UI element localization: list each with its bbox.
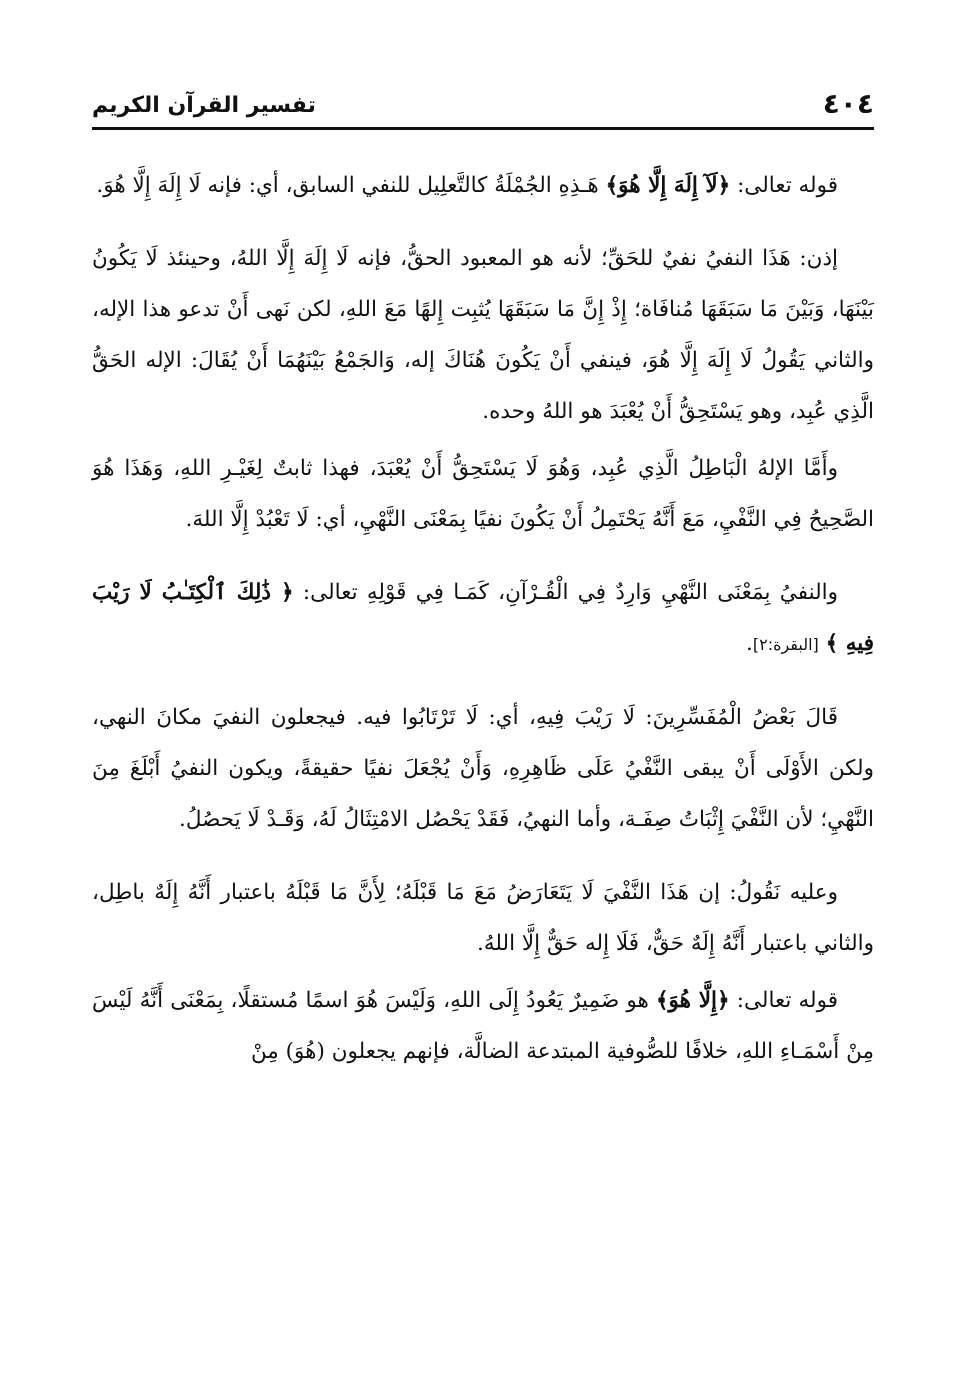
quran-quote: ﴿إِلَّا هُوَ﴾ bbox=[655, 988, 730, 1013]
page-header bbox=[92, 84, 874, 130]
paragraph bbox=[92, 160, 874, 211]
paragraph-text: إذن: هَذَا النفيُ نفيٌ للحَقِّ؛ لأنه هو المعبود الحقُّ، فإنه لَا إِلَهَ إِلَّا اللهُ، وحينئذ لَا يَكُونُ بَيْنَهَا، وَبَيْنَ مَا سَبَقَهَا مُنافَاة؛ إِذْ إِنَّ مَا سَبَقَهَا يُثبِت إِلهًا مَعَ اللهِ، لكن نَهى أَنْ تدعو هذا الإله، والثاني يَقُولُ لَا إِلَهَ إِلَّا هُوَ، فينفي أَنْ يَكُونَ هُنَاكَ إله، وَالجَمْعُ بَيْنَهُمَا أَنْ يُقَالَ: الإله الحَقُّ الَّذِي عُبِد، وهو يَسْتَحِقُّ أَنْ يُعْبَدَ هو اللهُ وحده. bbox=[92, 246, 874, 424]
paragraph-text: قوله تعالى: bbox=[730, 173, 838, 198]
book-title: تفسير القرآن الكريم bbox=[92, 93, 316, 118]
paragraph-text: . bbox=[746, 631, 753, 656]
paragraph bbox=[92, 692, 874, 845]
verse-citation: [البقرة:٢] bbox=[752, 635, 819, 654]
paragraph bbox=[92, 443, 874, 545]
paragraph bbox=[92, 867, 874, 969]
quran-quote: ﴿لَآ إِلَهَ إِلَّا هُوَ﴾ bbox=[605, 173, 731, 198]
page-number: ٤٠٤ bbox=[822, 87, 874, 120]
paragraph-text: هَـذِهِ الجُمْلَةُ كالتَّعلِيل للنفي السابق، أي: فإنه لَا إِلَهَ إِلَّا هُوَ. bbox=[96, 173, 606, 198]
paragraph-text: وعليه نَقُولُ: إن هَذَا النَّفْيَ لَا يَتَعَارَضُ مَعَ مَا قَبْلَهُ؛ لِأَنَّ مَا قَبْلَهُ باعتبار أَنَّهُ إِلَهٌ باطِل، والثاني باعتبار أَنَّهُ إِلَهٌ حَقٌّ، فَلَا إِله حَقٌّ إِلَّا اللهُ. bbox=[92, 880, 874, 956]
quran-quote: ﴿ ذَٰلِكَ ٱلْكِتَـٰبُ لَا رَيْبَ فِيهِ ﴾ bbox=[92, 580, 874, 656]
paragraph-text bbox=[819, 631, 826, 656]
paragraph-text: قوله تعالى: bbox=[729, 988, 838, 1013]
paragraph-text: قَالَ بَعْضُ الْمُفَسِّرِينَ: لَا رَيْبَ فِيهِ، أي: لَا تَرْتَابُوا فيه. فيجعلون النفيَ مكانَ النهي، ولكن الأَوْلَى أَنْ يبقى النَّفْيُ عَلَى ظَاهِرِهِ، وَأَنْ يُجْعَلَ نفيًا حقيقةً، ويكون النفيُ أَبْلَغَ مِنَ النَّهْيِ؛ لأن النَّفْيَ إِثْبَاتُ صِفَـة، وأما النهيُ، فَقَدْ يَحْصُل الامْتِثَالُ لَهُ، وَقَـدْ لَا يَحصُلُ. bbox=[92, 705, 874, 832]
paragraph bbox=[92, 567, 874, 670]
page-body bbox=[92, 160, 874, 1091]
paragraph-text: وأَمَّا الإلهُ الْبَاطِلُ الَّذِي عُبِد، وَهُوَ لَا يَسْتَحِقُّ أَنْ يُعْبَدَ، فهذا ثابتٌ لِغَيْـرِ اللهِ، وَهَذَا هُوَ الصَّحِيحُ فِي النَّفْيِ، مَعَ أَنَّهُ يَحْتَمِلُ أَنْ يَكُونَ نفيًا بِمَعْنَى النَّهْيِ، أي: لَا تَعْبُدْ إِلَّا اللهَ. bbox=[92, 456, 874, 532]
paragraph-text: والنفيُ بِمَعْنَى النَّهْيِ وَارِدٌ فِي الْقُـرْآنِ، كَمَـا فِي قَوْلِهِ تعالى: bbox=[293, 580, 838, 605]
header-rule bbox=[92, 127, 874, 130]
paragraph-text: هو ضَمِيرٌ يَعُودُ إِلَى اللهِ، وَلَيْسَ هُوَ اسمًا مُستقلًا، بِمَعْنَى أَنَّهُ لَيْسَ مِنْ أَسْمَـاءِ اللهِ، خلافًا للصُّوفية المبتدعة الضالَّة، فإنهم يجعلون (هُوَ) مِنْ bbox=[92, 988, 874, 1064]
paragraph bbox=[92, 975, 874, 1077]
paragraph bbox=[92, 233, 874, 437]
